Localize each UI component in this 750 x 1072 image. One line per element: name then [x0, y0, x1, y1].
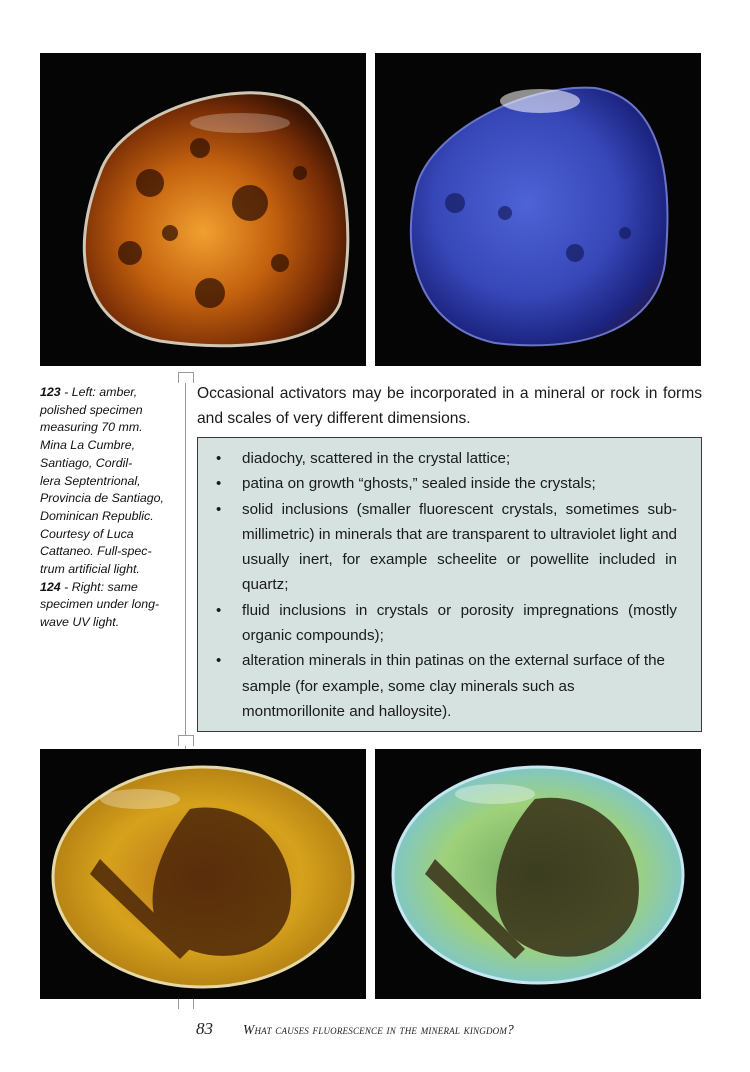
caption-line: polished specimen [40, 402, 143, 417]
divider-tick-top [178, 372, 194, 383]
running-title: What causes fluorescence in the mineral kingdom? [243, 1022, 515, 1037]
list-item: • solid inclusions (smaller fluorescent crystals, sometimes sub-millimetric) in minerals that are transparent to ultraviolet light and usually inert, for example scheelite or powellite included in quartz; [214, 497, 677, 598]
caption-line: wave UV light. [40, 615, 120, 630]
photo-amber-uv [375, 53, 701, 366]
caption-line: Santiago, Cordil- [40, 455, 133, 470]
caption-line: 124 - Right: same [40, 579, 138, 594]
amber-uv-specimen-image [375, 53, 701, 366]
figure-caption [40, 384, 178, 632]
divider-tick-bottom [178, 998, 194, 1009]
figure-number-124: 124 [40, 579, 61, 594]
bullet-icon: • [216, 450, 222, 467]
divider-tick-middle [178, 735, 194, 746]
page-footer [196, 1019, 514, 1041]
photo-amber-bottom-left [40, 749, 366, 999]
activator-forms-list [214, 446, 677, 724]
caption-line: Cattaneo. Full-spec- [40, 544, 152, 559]
list-item: • fluid inclusions in crystals or porosity impregnations (mostly organic compounds); [214, 598, 677, 649]
caption-line: 123 - Left: amber, [40, 385, 138, 399]
bullet-icon: • [216, 475, 222, 493]
photo-amber-bottom-right [375, 749, 701, 999]
amber-oval-specimen-image [40, 749, 366, 999]
caption-line: Courtesy of Luca [40, 526, 134, 541]
caption-line: measuring 70 mm. [40, 420, 143, 435]
caption-line: lera Septentrional, [40, 473, 141, 488]
bullet-icon: • [216, 601, 222, 619]
figure-number-123: 123 [40, 385, 61, 399]
activator-forms-box [197, 437, 702, 732]
caption-line: Provincia de Santiago, [40, 491, 164, 506]
page-number: 83 [196, 1019, 213, 1038]
column-divider [185, 372, 186, 740]
caption-line: trum artificial light. [40, 562, 140, 577]
bullet-icon: • [216, 652, 222, 670]
amber-specimen-image [40, 53, 366, 366]
photo-amber-full-spectrum [40, 53, 366, 366]
intro-paragraph: Occasional activators may be incorporated in a mineral or rock in forms and scales of very different dimensions. [197, 385, 702, 427]
list-item: • diadochy, scattered in the crystal lattice; [214, 446, 677, 471]
amber-oval-uv-specimen-image [375, 749, 701, 999]
caption-line: specimen under long- [40, 597, 160, 612]
bullet-icon: • [216, 500, 222, 518]
list-item: • patina on growth “ghosts,” sealed inside the crystals; [214, 471, 677, 496]
list-item: • alteration minerals in thin patinas on the external surface of the sample (for example, some clay minerals such as montmorillonite and halloysite). [214, 648, 677, 724]
caption-line: Mina La Cumbre, [40, 438, 136, 453]
caption-line: Dominican Republic. [40, 508, 154, 523]
